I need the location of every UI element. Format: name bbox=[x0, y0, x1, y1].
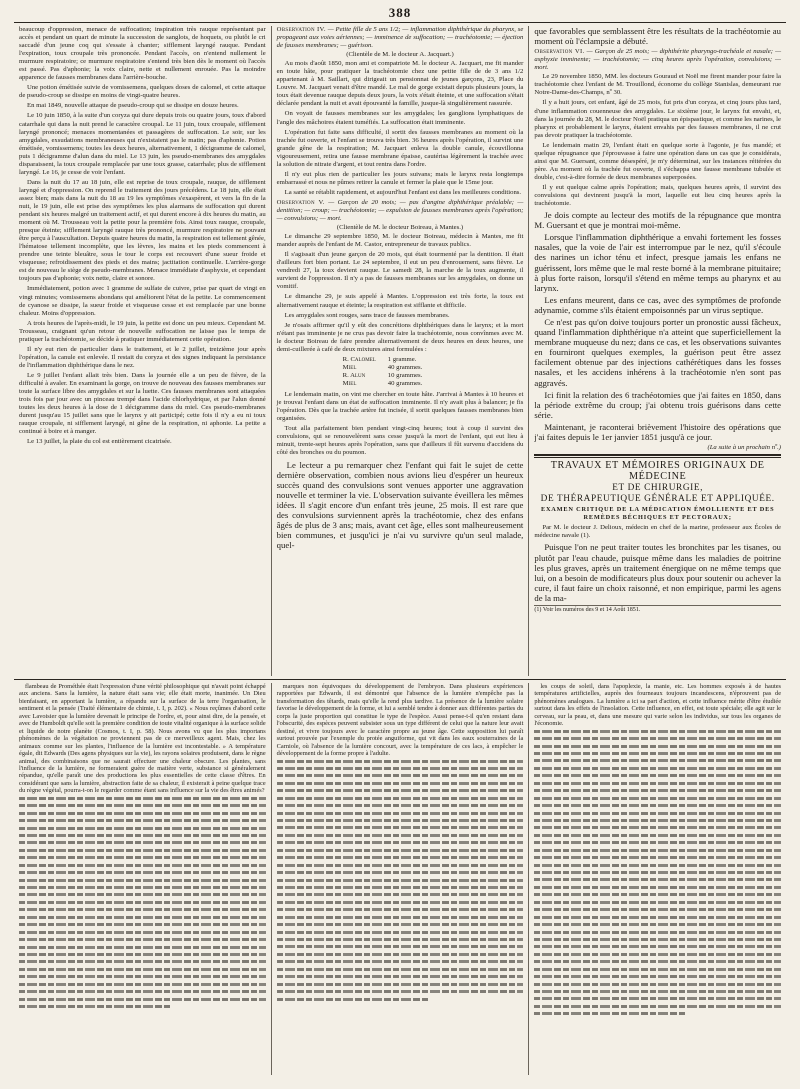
text-line bbox=[277, 908, 524, 911]
text-line bbox=[277, 960, 524, 963]
text-line bbox=[277, 849, 524, 852]
lower-column-1 bbox=[14, 683, 271, 1075]
amount: 40 grammes. bbox=[387, 363, 423, 371]
text-line bbox=[19, 804, 266, 807]
prescription-table bbox=[337, 356, 429, 388]
text-line bbox=[534, 834, 781, 837]
observation-label: Observation V. bbox=[276, 198, 325, 206]
upper-columns bbox=[14, 26, 786, 676]
text-line bbox=[277, 953, 524, 956]
column-2 bbox=[271, 26, 529, 676]
observation-summary: — Petite fille de 5 ans 1/2; — inflammation diphthérique du pharynx, se propageant aux voies aériennes; — imminence de suffocation; — trachéotomie; — éjection de fausses membranes; — guérison. bbox=[276, 26, 524, 50]
text-line bbox=[277, 975, 524, 978]
text-line bbox=[277, 901, 524, 904]
prescription-row bbox=[337, 364, 429, 372]
observation-4-heading bbox=[277, 26, 524, 50]
paragraph: Le dimanche 29, je suis appelé à Mantes. L'oppression est très forte, la toux est alternativement rauque et éteinte; la respiration est sifflante et difficile. bbox=[276, 293, 524, 309]
lower-column-2 bbox=[271, 683, 529, 1075]
paragraph: On voyait de fausses membranes sur les amygdales; les ganglions lymphatiques de l'angle des mâchoires étaient tuméfiés. La suffocation était imminente. bbox=[276, 110, 524, 126]
commentary-paragraph: Je dois compte au lecteur des motifs de la répugnance que montra M. Guersant et que je montrai moi-même. bbox=[534, 210, 782, 231]
amount: 1 gramme. bbox=[387, 355, 417, 363]
text-line bbox=[19, 975, 266, 978]
text-line bbox=[19, 990, 266, 993]
paragraph: Le 10 juin 1850, à la suite d'un coryza qui dure depuis trois ou quatre jours, toux d'abord catarrhale qui dans la nuit prend le caractère croupal. Le 11 juin, toux croupale, sifflement laryngé prononcé; menaces momentanées et passagères de suffocation. Le soir, sur les amygdales, exsudations membraneuses qui n'existaient pas le matin; pas d'aphonie. Potion émétisée, vomissemens; toutes les deux heures, alternativement, 1 décigramme de calomel, puis 1 décigramme d'alun dans du miel. Le 13 juin, les pseudo-membranes des amygdales disparaissent, la toux croupale remplacée par une toux grasse, catarrhale; plus de sifflement laryngé. Le 16, je cesse de voir l'enfant. bbox=[19, 112, 266, 176]
text-line bbox=[277, 856, 524, 859]
text-line bbox=[534, 856, 781, 859]
faded-text-lines bbox=[534, 730, 781, 1016]
text-line bbox=[19, 849, 266, 852]
text-line bbox=[534, 886, 781, 889]
text-line bbox=[534, 804, 781, 807]
text-line bbox=[277, 998, 430, 1001]
text-line bbox=[534, 789, 781, 792]
paragraph: Il y eut quelque calme après l'opération; mais, quelques heures après, il survint des convulsions qui devinrent jusqu'à la mort, laquelle eut lieu cinq heures après la trachéotomie. bbox=[534, 183, 782, 208]
section-heading-line: TRAVAUX ET MÉMOIRES ORIGINAUX DE MÉDECINE bbox=[550, 460, 765, 482]
commentary-paragraph: Ici finit la relation des 6 trachéotomies que j'ai faites en 1850, dans la période extrême du croup; j'ai obtenu trois guérisons dans cette série. bbox=[534, 389, 782, 420]
text-line bbox=[277, 916, 524, 919]
text-line bbox=[534, 841, 781, 844]
text-line bbox=[19, 908, 266, 911]
text-line bbox=[19, 938, 266, 941]
text-line bbox=[19, 834, 266, 837]
observation-summary: — Garçon de 20 mois; — pas d'angine diphthérique préalable; — dentition; — croup; — trachéotomie; — expulsion de fausses membranes après l'opération; — convulsions; — mort. bbox=[276, 198, 524, 223]
text-line bbox=[19, 983, 266, 986]
text-line bbox=[534, 1005, 781, 1008]
text-line bbox=[534, 767, 781, 770]
text-line bbox=[19, 886, 266, 889]
text-line bbox=[534, 938, 781, 941]
text-line bbox=[277, 797, 524, 800]
text-line bbox=[19, 931, 266, 934]
prescription-row bbox=[337, 372, 429, 380]
text-line bbox=[534, 864, 781, 867]
paragraph: Le dimanche 29 septembre 1850, M. le docteur Boireau, médecin à Mantes, me fit mander auprès de l'enfant de M. Castor, entrepreneur de travaux publics. bbox=[276, 233, 524, 249]
commentary-paragraph: que favorables que semblassent être les résultats de la trachéotomie au moment où l'éclampsie a débuté. bbox=[534, 26, 782, 47]
paragraph: A trois heures de l'après-midi, le 19 juin, la petite est donc un peu mieux. Cependant M. Trousseau, craignant qu'un retour de nouvelle suffocation ne laisse pas le temps de pratiquer la trachéotomie, se décide à pratiquer immédiatement cette opération. bbox=[19, 319, 266, 343]
paragraph: Le lendemain matin, on vint me chercher en toute hâte. J'arrivai à Mantes à 10 heures et je trouvai l'enfant dans un état de suffocation imminente. Il n'y avait plus à balancer; je fis l'opération. Dès que la trachée artère fut incisée, il sortit quelques fausses membranes bien organisées. bbox=[276, 391, 524, 423]
text-line bbox=[19, 901, 266, 904]
paragraph: beaucoup d'oppression, menace de suffocation; inspiration très rauque représentant par accès et pendant un quart de minute la succession de sanglots, de hoquets, ou plutôt le cri saccadé d'un jeune coq qui s'essaie à chanter; sifflement laryngé rauque. Pendant l'expiration, toux croupale très prononcée. Pendant l'accès, on n'entend nullement le murmure respiratoire; ce murmure respiratoire s'entend très bien dès le moment où l'accès est passé. Pas d'aphonie; la voix claire, nette et nullement enrouée. Pas la moindre apparence de fausses membranes dans l'arrière-bouche. bbox=[19, 26, 266, 82]
text-line bbox=[19, 953, 266, 956]
section-heading-line: DE THÉRAPEUTIQUE GÉNÉRALE ET APPLIQUÉE. bbox=[540, 493, 775, 504]
section-heading-line: ET DE CHIRURGIE, bbox=[612, 482, 704, 493]
paragraph: Le lendemain matin 29, l'enfant était en quelque sorte à l'agonie, je fus mandé; et quelque répugnance que j'éprouvasse à faire une opération dans un cas que je considérais, ainsi que M. Guersant, comme désespéré, je m'y déterminai, sur les instances réitérées du père. Au moment où la trachée fut ouverte, il s'échappa une fausse membrane tubulée et double, c'est-à-dire formée de deux membranes superposées. bbox=[534, 141, 782, 181]
faded-text-lines bbox=[19, 797, 266, 1008]
text-line bbox=[534, 797, 781, 800]
text-line bbox=[277, 871, 524, 874]
observation-summary: — Garçon de 25 mois; — diphthérite pharyngo-trachéale et nasale; — asphyxie imminente; — trachéotomie; — cinq heures après l'opération, convulsions; — mort. bbox=[534, 48, 782, 72]
text-line bbox=[277, 819, 524, 822]
text-line bbox=[534, 968, 781, 971]
text-line bbox=[19, 968, 266, 971]
text-line bbox=[19, 946, 266, 949]
commentary-paragraph: Le lecteur a pu remarquer chez l'enfant qui fait le sujet de cette dernière observation, combien nous avions lieu d'espérer un heureux succès quand des convulsions sont venues apporter une aggravation nouvelle et terminer la vie. L'observation suivante éveillera les mêmes idées. Il s'agit encore d'un enfant très jeune, 25 mois. Il est rare que des convulsions surviennent après la trachéotomie, chez des enfans âgés de plus de 3 ans; mais, avant cet âge, elles sont malheureusement bien communes, et jusqu'ici je n'ai vu survivre qu'un seul malade, quel- bbox=[276, 459, 524, 551]
text-line bbox=[534, 931, 781, 934]
text-line bbox=[534, 923, 781, 926]
feuilleton-rule bbox=[14, 679, 786, 680]
paragraph: Le 13 juillet, la plaie du col est entièrement cicatrisée. bbox=[27, 438, 172, 446]
paragraph: Le 29 novembre 1850, MM. les docteurs Gouraud et Noël me firent mander pour faire la trachéotomie chez l'enfant de M. Trouillond, économe du collège Stanislas, demeurant rue Notre-Dame-des-Champs, nº 30. bbox=[534, 73, 782, 97]
paragraph: Il s'agissait d'un jeune garçon de 20 mois, qui était tourmenté par la dentition. Il était d'ailleurs fort bien portant. Le 24 septembre, il eut un peu d'enrouement, sans fièvre. Le vendredi 27, la toux devient rauque. Le samedi 28, la marche de la toux augmente, il survient de l'oppression. Il n'y a pas de fausses membranes sur les amygdales, on donne un vomitif. bbox=[276, 251, 524, 291]
text-line bbox=[534, 812, 781, 815]
text-line bbox=[277, 826, 524, 829]
text-line bbox=[277, 767, 524, 770]
text-line bbox=[534, 745, 781, 748]
text-line bbox=[534, 945, 781, 948]
paragraph: Il n'y eut plus rien de particulier les jours suivans; mais le larynx resta longtemps embarrassé et nous ne pûmes retirer la canule et fermer la plaie que le 15me jour. bbox=[276, 170, 524, 186]
column-1 bbox=[14, 26, 271, 676]
paragraph: En mai 1849, nouvelle attaque de pseudo-croup qui se dissipe en douze heures. bbox=[27, 102, 239, 110]
text-line bbox=[277, 804, 524, 807]
text-line bbox=[277, 782, 524, 785]
text-line bbox=[534, 960, 781, 963]
ingredient: Miel bbox=[342, 380, 357, 388]
faded-text-lines bbox=[277, 760, 524, 1001]
amount: 40 grammes. bbox=[387, 380, 423, 388]
observation-credit: (Clientèle de M. le docteur Boireau, à Mantes.) bbox=[336, 224, 464, 232]
text-line bbox=[534, 953, 781, 956]
paragraph: les coups de soleil, dans l'apoplexie, la manie, etc. Les hommes exposés à de hautes températures artificielles, auprès des fourneaux toujours incandescens, n'éprouvent pas de phénomènes analogues. La lumière a ici sa part d'action, et cette influence mérite d'être étudiée surtout dans les effets de l'insolation. Cette influence, en effet, est toute spéciale; elle agit sur le cerveau, sur la peau, et, dans une mesure qui varie selon les individus, sur tous les organes de l'économie. bbox=[534, 683, 782, 728]
text-line bbox=[534, 990, 781, 993]
prescription-row bbox=[337, 380, 429, 388]
text-line bbox=[277, 774, 524, 777]
ingredient: R. Alun bbox=[342, 371, 366, 379]
paragraph: Le 9 juillet l'enfant allait très bien. Dans la journée elle a un peu de fièvre, de la difficulté à avaler. En examinant la gorge, on trouve de nouveau des fausses membranes sur toute la surface libre des amygdales et sur la luette. Ces fausses membranes sont attaquées trois fois par jour avec un pinceau trempé dans l'acide chlorhydrique, et par l'alun donné toutes les deux heures à la dose de 1 décigramme dans du miel. Ces pseudo-membranes durent jusqu'au 15 juillet sans que le larynx y ait participé; cette fois il n'y a eu ni toux rauque croupale, ni sifflement laryngé, ni gêne de la respiration, ni aphonie. La petite a continué à boire et à manger. bbox=[19, 371, 266, 436]
footnote: (1) Voir les numéros des 9 et 14 Août 1851. bbox=[534, 605, 781, 614]
section-heading bbox=[534, 461, 781, 504]
text-line bbox=[19, 1005, 172, 1008]
text-line bbox=[19, 893, 266, 896]
lower-column-3 bbox=[528, 683, 786, 1075]
text-line bbox=[277, 812, 524, 815]
text-line bbox=[534, 730, 781, 733]
observation-label: Observation IV. bbox=[276, 26, 326, 33]
prescription-row bbox=[337, 356, 429, 364]
text-line bbox=[277, 931, 524, 934]
ingredient: R. Calomel bbox=[342, 355, 376, 363]
text-line bbox=[534, 782, 781, 785]
page-number: 388 bbox=[388, 5, 412, 20]
lower-columns bbox=[14, 683, 786, 1075]
text-line bbox=[534, 901, 781, 904]
text-line bbox=[19, 998, 266, 1001]
text-line bbox=[19, 871, 266, 874]
commentary-paragraph: Maintenant, je raconterai brièvement l'histoire des opérations que j'ai faites depuis le 1er janvier 1851 jusqu'à ce jour. bbox=[534, 421, 782, 443]
text-line bbox=[277, 841, 524, 844]
paragraph: L'opération fut faite sans difficulté, il sortit des fausses membranes au moment où la trachée fut ouverte, et l'enfant se trouva très bien. 36 heures après l'opération, il survint une grande gêne de la respiration; M. Jacquart enleva la double canule, écouvillonna vigoureusement, retira une fausse membrane épaisse, cautérisa légèrement la trachée avec la solution de nitrate d'argent, et tout rentra dans l'ordre. bbox=[276, 128, 524, 168]
text-line bbox=[534, 975, 781, 978]
text-line bbox=[19, 812, 266, 815]
text-line bbox=[19, 864, 266, 867]
text-line bbox=[19, 916, 266, 919]
text-line bbox=[534, 878, 781, 881]
header-rule bbox=[14, 22, 786, 23]
ingredient: Miel bbox=[342, 363, 357, 371]
article-title-line: EXAMEN CRITIQUE DE LA MÉDICATION ÉMOLLIENTE ET DES bbox=[540, 506, 775, 514]
text-line bbox=[277, 879, 524, 882]
text-line bbox=[277, 834, 524, 837]
paragraph: La santé se rétablit rapidement, et aujourd'hui l'enfant est dans les meilleures conditions. bbox=[284, 188, 522, 196]
paragraph: Tout alla parfaitement bien pendant vingt-cinq heures; tout à coup il survint des convulsions, qui se renouvelèrent sans cesse jusqu'à la mort de l'enfant, qui eut lieu à minuit, trente-sept heures après l'opération, sans que d'ailleurs il fût survenu d'accidens du côté des bronches ou du poumon. bbox=[276, 425, 524, 457]
paragraph: Les amygdales sont rouges, sans trace de fausses membranes. bbox=[284, 311, 450, 319]
text-line bbox=[534, 908, 781, 911]
paragraph: Immédiatement, potion avec 1 gramme de sulfate de cuivre, prise par quart de vingt en vingt minutes; vomissemens abondans qui améliorent l'état de la petite. Le commencement de cyanose se dissipe, la sueur froide et visqueuse cesse et est remplacée par une bonne chaleur. Moins d'oppression. bbox=[19, 285, 266, 317]
text-line bbox=[19, 819, 266, 822]
observation-credit: (Clientèle de M. le docteur A. Jacquart.) bbox=[346, 51, 454, 59]
observation-5-heading bbox=[277, 199, 524, 223]
observation-6-heading bbox=[534, 48, 781, 72]
text-line bbox=[19, 841, 266, 844]
paragraph: Il n'y eut rien de particulier dans le traitement, et le 2 juillet, treizième jour après l'opération, la canule est enlevée. Il restait du coryza et des signes indiquant la persistance de l'inflammation diphthérique dans le nez. bbox=[19, 345, 266, 369]
text-line bbox=[534, 737, 781, 740]
article-author: Par M. le docteur J. Delioux, médecin en chef de la marine, professeur aux Écoles de médecine navale (1). bbox=[534, 524, 782, 540]
text-line bbox=[19, 879, 266, 882]
commentary-paragraph: Les enfans meurent, dans ce cas, avec des symptômes de profonde adynamie, comme s'ils étaient empoisonnés par un virus septique. bbox=[534, 294, 782, 315]
text-line bbox=[277, 990, 524, 993]
text-line bbox=[19, 827, 266, 830]
text-line bbox=[277, 893, 524, 896]
paragraph: Je n'osais affirmer qu'il y eût des concrétions diphthériques dans le larynx; et la mort n'étant pas imminente je ne crus pas devoir faire la trachéotomie, nous convînmes avec M. le docteur Boireau de faire prendre alternativement de deux heures en deux heures, une demi-cuillerée à café de deux mixtures ainsi formulées : bbox=[276, 321, 524, 353]
text-line bbox=[19, 923, 266, 926]
text-line bbox=[277, 886, 524, 889]
observation-label: Observation VI. bbox=[534, 48, 585, 56]
paragraph: Il y a huit jours, cet enfant, âgé de 25 mois, fut pris d'un coryza, et cinq jours plus tard, d'une inflammation couenneuse des amygdales. Le sixième jour, le larynx fut envahi, et, dans la journée du 28, M. le docteur Noël pratiqua un épispastique, et comme les narines, le pharynx et probablement le larynx, étaient envahis par des fausses membranes, il ne crut pas devoir pratiquer la trachéotomie. bbox=[534, 99, 782, 139]
amount: 10 grammes. bbox=[387, 371, 423, 379]
text-line bbox=[534, 752, 781, 755]
paragraph: Dans la nuit du 17 au 18 juin, elle est reprise de toux croupale, rauque, de sifflement laryngé et d'oppression. On reprend le traitement des jours précédens. Le 18 juin, elle était assez bien; mais dans la nuit du 18 au 19 les symptômes s'exaspèrent, et vers la fin de la nuit, le 19 juin, elle est prise des symptômes les plus alarmans de suffocation qui durent pendant six heures malgré un traitement actif, et qui durent encore à dix heures du matin, au moment où M. Trousseau voit la petite pour la première fois. Ainsi toux rauque, croupale, presque éteinte; sifflement laryngé rauque très prononcé, murmure respiratoire ne pouvant être perçu à l'auscultation. Depuis quatre heures du matin, la respiration est tellement gênée, l'hématose tellement incomplète, que les lèvres, les mains et les pieds commencent à prendre une teinte bleuâtre, sous le tour le corps est recouvert d'une sueur froide et visqueuse; refroidissement des pieds et des mains; jactitation continuelle. L'arrière-gorge est de nouveau le siège de pseudo-membranes. Menace immédiate d'asphyxie, et cependant toujours pas d'aphonie; voix nette, claire et sonore. bbox=[19, 178, 266, 283]
commentary-paragraph: Lorsque l'inflammation diphthérique a envahi fortement les fosses nasales, que la voie de l'air est interrompue par le nez, qu'il s'écoule des narines un ichor ténu et infect, presque jamais les enfans ne guérissent, lors même que le mal reste borné à la membrane pituitaire; à plus forte raison, lorsqu'il s'étend en même temps au pharynx et au larynx. bbox=[534, 232, 782, 293]
text-line bbox=[534, 774, 781, 777]
article-paragraph: Puisque l'on ne peut traiter toutes les bronchites par les tisanes, ou plutôt par l'eau chaude, puisque même dans les maladies de poitrine les plus graves, après un traitement énergique on ne même temps que lui, on a besoin de modificateurs plus doux pour soutenir ou achever la cure, il faut faire un choix raisonné, et non empirique, parmi les agens de la ma- bbox=[534, 542, 782, 603]
text-line bbox=[277, 938, 524, 941]
text-line bbox=[277, 760, 524, 763]
continued-note: (La suite à un prochain nº.) bbox=[707, 444, 782, 452]
column-3 bbox=[528, 26, 786, 676]
text-line bbox=[19, 960, 266, 963]
paragraph: Au mois d'août 1850, mon ami et compatriote M. le docteur A. Jacquart, me fit mander en toute hâte, pour pratiquer la trachéotomie chez une petite fille de de 3 ans 1/2 appartenant à M. Saillart, qui dirigeait un pensionnat de jeunes garçons, 23, Place du Louvre. M. Jacquart venait d'être mandé. Le mal de gorge existait depuis plusieurs jours, la toux était devenue rauque depuis deux jours, la voix s'était éteinte, et une suffocation s'était déclarée pendant la nuit et avait épouvanté la famille, jusque-là singulièrement rassurée. bbox=[276, 60, 524, 108]
text-line bbox=[277, 789, 524, 792]
text-line bbox=[277, 968, 524, 971]
paragraph: flambeau de Prométhée était l'expression d'une vérité philosophique qui n'avait point échappé aux anciens. Sans la lumière, la nature était sans vie; elle était morte, inanimée. Un Dieu bienfaisant, en apportant la lumière, a répandu sur la surface de la terre l'organisation, le sentiment et la pensée (Traité élémentaire de chimie, t. I, p. 202). « Nous reçûmes d'abord cette avec Lavoisier que la lumière devenait le principe de l'ordre, et, pour ainsi dire, de la pensée, et avec de Humboldt qu'elle soit la première condition de toute vitalité organique à la surface solide et liquide de notre planète (Cosmos, t. I, p. 58). Nous avons vu que les plus importans phénomènes de la végétation ne proviennent pas de ce merveilleux agent. Mais, chez les animaux comme sur les plantes, l'influence de la lumière est incontestable. » A température égale, dit Edwards (Des agens physiques sur la vie), les rayons solaires produisent, dans le règne animal, des combinaisons que ne saurait effectuer une chaleur obscure. Les plantes, sans l'influence de la lumière, ne formeraient guère de matière verte, substance si généralement répandue, qu'elle paraît une des productions les plus essentielles de cette classe d'êtres. En considérant que sans la lumière, abstraction faite de sa chaleur, il existerait à peine quelque trace du règne végétal, pourra-t-on le regarder comme étant sans influence sur la vie des êtres animés? bbox=[19, 683, 266, 795]
text-line bbox=[534, 759, 781, 762]
article-title-line: REMÈDES BÉCHIQUES ET PECTORAUX; bbox=[583, 514, 732, 522]
section-rule-thin bbox=[534, 457, 781, 458]
text-line bbox=[277, 983, 524, 986]
text-line bbox=[277, 923, 524, 926]
text-line bbox=[534, 916, 781, 919]
text-line bbox=[534, 871, 781, 874]
article-title bbox=[534, 506, 781, 522]
text-line bbox=[534, 826, 781, 829]
text-line bbox=[534, 819, 781, 822]
text-line bbox=[534, 893, 781, 896]
text-line bbox=[534, 849, 781, 852]
text-line bbox=[19, 797, 266, 800]
text-line bbox=[277, 945, 524, 948]
paragraph: Une potion émétisée suivie de vomissemens, quelques doses de calomel, et cette attaque de pseudo-croup se dissipe en moins de vingt-quatre heures. bbox=[19, 84, 266, 100]
paragraph: marques non équivoques du développement de l'embryon. Dans plusieurs expériences rapportées par Edwards, il est démontré que l'absence de la lumière n'empêche pas la transformation des têtards, mais qu'elle la rend plus tardive. La présence de la lumière solaire favorise le développement de la forme, et lui a semblé tendre à donner aux différentes parties du corps la juste proportion qui constitue le type de l'espèce. Aussi pense-t-il qu'en restant dans l'obscurité, des espèces peuvent subsister sous un type différent de celui que la nature leur avait destiné, et vivre toujours avec le caractère propre au jeune âge. Cette supposition lui paraît surtout prouvée par l'exemple du protée anguiforme, qui vit dans les eaux souterraines de la Carniole, où l'absence de la lumière concourt, avec la température de ces lacs, à empêcher le développement de la forme propre à l'adulte. bbox=[276, 683, 524, 758]
text-line bbox=[277, 864, 524, 867]
text-line bbox=[19, 856, 266, 859]
text-line bbox=[534, 997, 781, 1000]
text-line bbox=[534, 983, 781, 986]
text-line bbox=[534, 1012, 687, 1015]
commentary-paragraph: Ce n'est pas qu'on doive toujours porter un pronostic aussi fâcheux, quand l'inflammation diphthérique n'a atteint que superficiellement la membrane muqueuse du nez; dans ce cas, et les observations suivantes en fourniront quelques exemples, la guérison peut être assez facilement obtenue par des injections cathérétiques dans les fosses nasales, et les accidens inhérens à la trachéotomie n'en sont pas aggravés. bbox=[534, 317, 782, 388]
section-rule bbox=[534, 454, 781, 456]
